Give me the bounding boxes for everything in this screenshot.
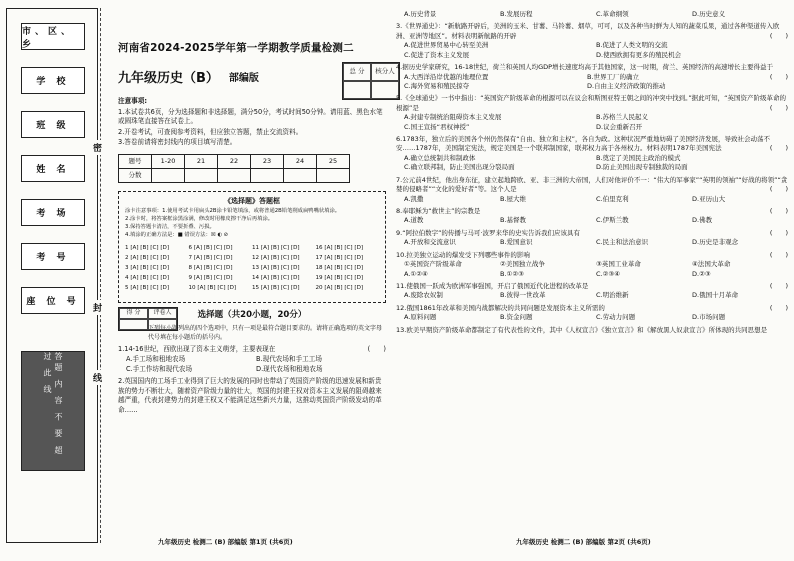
question-options xyxy=(396,41,788,60)
option: A.大西洋沿岸优越的地理位置 xyxy=(404,72,489,81)
answer-bubble-group[interactable]: 6 [A] [B] [C] [D] xyxy=(188,244,233,251)
option: D.自由主义经济政策的推动 xyxy=(586,81,666,90)
answer-bubble-group[interactable]: 1 [A] [B] [C] [D] xyxy=(125,244,170,251)
section-description: 下列每小题列出的四个选项中，只有一项是最符合题目要求的。请将正确选项的英文字母代号填在每小题后的括号内。 xyxy=(148,325,383,341)
question-options xyxy=(396,291,788,300)
answer-card-rule: 涂卡注意事项：1.使用考试卡用扁头2B涂卡铅笔填涂，或将普通2B铅笔削成扁鸭嘴状填涂。 xyxy=(125,207,341,214)
grader-score-label: 得 分 xyxy=(119,308,148,319)
section-title: 选择题（共20小题，20分） xyxy=(197,309,307,320)
option: B.彼得一世改革 xyxy=(500,291,546,300)
question-5 xyxy=(396,94,788,132)
option: D.②③ xyxy=(692,269,711,278)
question-9 xyxy=(396,229,788,248)
reviewer-cell[interactable] xyxy=(371,81,399,99)
question-3 xyxy=(396,22,788,60)
option: D.防止美国出现专制独裁的局面 xyxy=(596,163,688,172)
answer-card-heading: 《选择题》答题框 xyxy=(224,196,280,205)
seal-char-feng: 封 xyxy=(92,300,103,315)
option: C.海外贸易和殖民掠夺 xyxy=(404,81,470,90)
total-score-cell[interactable] xyxy=(343,81,371,99)
question-stem: 4.据历史学家研究，16-18世纪，荷兰和英国人均GDP增长速度均高于其他国家，这一时期，荷兰、英国经济的高速增长主要得益于 ( ) xyxy=(396,63,788,81)
answer-bubble-group[interactable]: 8 [A] [B] [C] [D] xyxy=(188,264,233,271)
option: C.确立联邦制，防止美国出现分裂局面 xyxy=(404,163,515,172)
answer-bubble-group[interactable]: 9 [A] [B] [C] [D] xyxy=(188,275,233,282)
option: B.现代农场和手工工场 xyxy=(256,355,322,364)
score-cell[interactable] xyxy=(251,168,284,182)
seal-char-mi: 密 xyxy=(92,140,103,155)
answer-bubble-group[interactable]: 5 [A] [B] [C] [D] xyxy=(125,285,170,292)
question-7 xyxy=(396,176,788,204)
option: ③英国工业革命 xyxy=(596,260,641,269)
seal-char-xian: 线 xyxy=(92,370,103,385)
answer-bubble-group[interactable]: 7 [A] [B] [C] [D] xyxy=(188,254,233,261)
option: A.凯撒 xyxy=(404,194,424,203)
score-header-cell: 22 xyxy=(218,154,251,168)
question-options xyxy=(118,355,386,374)
score-cell[interactable] xyxy=(284,168,317,182)
binding-strip xyxy=(6,8,98,543)
question-12 xyxy=(396,304,788,323)
notice xyxy=(118,97,386,148)
reviewer-label: 核分人 xyxy=(371,63,399,81)
question-options xyxy=(396,113,788,132)
option: D.俄国十月革命 xyxy=(692,291,739,300)
option: D.使西欧拥有更多的殖民机会 xyxy=(596,50,682,59)
field-seat-number[interactable]: 座 位 号 xyxy=(21,287,85,314)
score-row-label: 分数 xyxy=(119,168,152,182)
option: B.资金问题 xyxy=(500,313,533,322)
field-class[interactable]: 班 级 xyxy=(21,111,85,138)
option: A.促进世界贸易中心转至美洲 xyxy=(404,41,489,50)
option: ①英国资产阶级革命 xyxy=(404,260,462,269)
option: D.现代农场和租地农场 xyxy=(256,364,323,373)
question-11 xyxy=(396,282,788,301)
option: A.废除农奴制 xyxy=(404,291,443,300)
option: B.爱国意识 xyxy=(500,238,533,247)
score-header-cell: 21 xyxy=(185,154,218,168)
option: C.民主和法治意识 xyxy=(596,238,649,247)
option: B.苏格兰人民起义 xyxy=(596,113,649,122)
question-options xyxy=(396,10,788,19)
option: A.原料问题 xyxy=(404,313,437,322)
answer-bubble-group[interactable]: 18 [A] [B] [C] [D] xyxy=(315,264,364,271)
score-cell[interactable] xyxy=(185,168,218,182)
question-options xyxy=(396,195,788,204)
field-name[interactable]: 姓 名 xyxy=(21,155,85,182)
score-header-cell: 25 xyxy=(317,154,350,168)
option: C.明治维新 xyxy=(596,291,629,300)
page-1-footer: 九年级历史 检测二 (B) 部编版 第1页 (共6页) xyxy=(158,537,293,546)
seal-line xyxy=(100,8,114,543)
option: C.促进了资本主义发展 xyxy=(404,50,470,59)
option: C.国王宣扬“君权神授” xyxy=(404,122,470,131)
exam-title: 河南省2024-2025学年第一学期教学质量检测二 xyxy=(118,42,354,54)
option: B.促进了人类文明的交流 xyxy=(596,41,668,50)
option: A.开放和交流意识 xyxy=(404,238,456,247)
section-header xyxy=(118,309,386,321)
exam-edition: 部编版 xyxy=(228,73,259,85)
option: A.历史背景 xyxy=(404,10,437,18)
question-stem: 5.《全球通史》一书中指出：“英国资产阶级革命的根源可以在议会和斯图亚特王朝之间的冲突中找到。”据此可知，“英国资产阶级革命的根源”是 ( ) xyxy=(396,94,788,112)
question-4 xyxy=(396,63,788,91)
question-10 xyxy=(396,251,788,279)
answer-bubble-group[interactable]: 20 [A] [B] [C] [D] xyxy=(315,285,364,292)
answer-card-rule: 2.涂卡时，将答案框涂黑涂满，修改时用橡皮擦干净后再填涂。 xyxy=(125,215,274,222)
option: A.①②④ xyxy=(404,269,428,278)
question-2-options xyxy=(396,10,788,19)
score-header-cell: 题号 xyxy=(119,154,152,168)
question-options xyxy=(396,238,788,247)
option: C.伊斯兰教 xyxy=(596,216,629,225)
question-options xyxy=(396,73,770,92)
question-stem: 12.俄国1861年改革和美国内战都解决的共同问题是发展资本主义所需的 ( ) xyxy=(396,303,788,312)
option: C.革命纲领 xyxy=(596,10,629,18)
question-stem: 3.《世界通史》：“新航路开辟后，美洲的玉米、甘薯、马铃薯、烟草，可可，以及各种当时鲜为人知的蔬菜瓜果，通过各种渠道传入欧洲、亚洲等地区”。材料表明新航路的开辟 ( ) xyxy=(396,22,788,40)
question-stem: 13.欧美早期资产阶级革命都制定了有代表性的文件，其中《人权宣言》《独立宣言》和《解放黑人奴隶宣言》所体现的共同思想是 xyxy=(396,325,768,334)
question-options xyxy=(396,216,788,225)
answer-bubble-group[interactable]: 2 [A] [B] [C] [D] xyxy=(125,254,170,261)
answer-card xyxy=(118,191,386,303)
option: D.佛教 xyxy=(692,216,713,225)
option: C.伯里克利 xyxy=(596,194,629,203)
option: B.基督教 xyxy=(500,216,527,225)
question-options xyxy=(396,154,788,173)
answer-bubble-group[interactable]: 14 [A] [B] [C] [D] xyxy=(252,275,300,282)
page-2-footer: 九年级历史 检测二 (B) 部编版 第2页 (共6页) xyxy=(516,537,651,546)
option: A.确立总统制共和制政体 xyxy=(404,153,476,162)
total-score-box xyxy=(342,62,400,100)
option: B.①②③ xyxy=(500,269,525,278)
option: C.②③④ xyxy=(596,269,621,278)
answer-card-rules xyxy=(125,208,379,240)
field-district[interactable]: 市、区、乡 xyxy=(21,23,85,50)
question-stem: 8.奉耶稣为“救世主”的宗教是 ( ) xyxy=(396,207,788,216)
answer-bubble-group[interactable]: 11 [A] [B] [C] [D] xyxy=(252,244,300,251)
answer-bubble-group[interactable]: 19 [A] [B] [C] [D] xyxy=(315,275,364,282)
question-13 xyxy=(396,326,788,335)
score-header-cell: 24 xyxy=(284,154,317,168)
score-header-cell: 23 xyxy=(251,154,284,168)
question-1 xyxy=(118,345,386,374)
option: D.亚历山大 xyxy=(692,194,726,203)
option: D.市场问题 xyxy=(692,313,726,322)
question-2 xyxy=(118,377,386,415)
option: A.手工场和租地农场 xyxy=(126,355,186,364)
question-stem: 11.使俄国一跃成为欧洲军事强国，开启了俄国近代化进程的改革是 ( ) xyxy=(396,281,788,290)
option: ②美国独立战争 xyxy=(500,260,545,269)
score-cell[interactable] xyxy=(152,168,185,182)
option: C.劳动力问题 xyxy=(596,313,636,322)
grader-score-cell[interactable] xyxy=(119,319,148,330)
option: D.历史意义 xyxy=(692,10,726,18)
option: B.发展历程 xyxy=(500,10,533,18)
notice-item: 3.答卷前请将密封线内的项目填写清楚。 xyxy=(118,138,237,147)
answer-bubble-group[interactable]: 15 [A] [B] [C] [D] xyxy=(252,285,300,292)
field-school[interactable]: 学 校 xyxy=(21,67,85,94)
score-table xyxy=(118,154,350,183)
question-stem: 6.1783年，独立后的美国各个州仍然保有“自由、独立和主权”，各自为政。这种状况严重地妨碍了美国经济发展，导致社会动荡不安……1787年，美国制定宪法，规定美国是一个联邦制国家，联邦权力高于各州权力。材料表明1787年美国宪法 ( ) xyxy=(396,135,788,153)
binding-warning: 答题 内 容 不 要 超 过 此 线 xyxy=(21,351,85,471)
option: ④法国大革命 xyxy=(692,260,731,269)
answer-card-rule: 3.保持答题卡清洁，不要折叠、污损。 xyxy=(125,223,215,230)
question-items xyxy=(396,260,788,269)
answer-bubble-group[interactable]: 3 [A] [B] [C] [D] xyxy=(125,264,170,271)
field-exam-number[interactable]: 考 号 xyxy=(21,243,85,270)
answer-bubble-group[interactable]: 13 [A] [B] [C] [D] xyxy=(252,264,300,271)
answer-bubble-group[interactable]: 12 [A] [B] [C] [D] xyxy=(252,254,300,261)
option: C.手工作坊和现代农场 xyxy=(126,364,193,373)
question-stem: 1.14-16世纪，西欧出现了资本主义萌芽，主要表现在 ( ) xyxy=(118,345,386,354)
option: D.历史是非观念 xyxy=(692,238,739,247)
question-options xyxy=(396,270,788,279)
option: B.世界工厂的确立 xyxy=(586,72,639,81)
question-stem: 9.“阿拉伯数字”的传播与马可·波罗来华的史实告诉我们应该具有 ( ) xyxy=(396,228,788,237)
answer-bubble-group[interactable]: 4 [A] [B] [C] [D] xyxy=(125,275,170,282)
score-header-cell: 1-20 xyxy=(152,154,185,168)
option: B.奠定了美国民主政治的模式 xyxy=(596,153,681,162)
field-exam-room[interactable]: 考 场 xyxy=(21,199,85,226)
question-stem: 10.拉美独立运动的爆发受下列哪些事件的影响 ( ) xyxy=(396,250,788,259)
score-cell[interactable] xyxy=(317,168,350,182)
notice-item: 2.开卷考试，可查阅参考资料，但应独立答题，禁止交流资料。 xyxy=(118,127,303,136)
option: D.议会重新召开 xyxy=(596,122,643,131)
question-8 xyxy=(396,207,788,226)
answer-bubbles xyxy=(125,244,379,293)
score-cell[interactable] xyxy=(218,168,251,182)
page-1 xyxy=(118,8,395,553)
question-stem: 7.公元前4世纪，他出身东征，建立起地跨欧、亚、非三洲的大帝国，人们对他评价不一：“伟大的军事家”“英明的领袖”“好战的将领”“贪婪的侵略者”“文化的爱好者”等。这个人是 ( ) xyxy=(396,175,788,194)
total-score-label: 总 分 xyxy=(343,63,371,81)
grader-name-cell[interactable] xyxy=(148,319,177,330)
answer-bubble-group[interactable]: 10 [A] [B] [C] [D] xyxy=(188,285,237,292)
question-stem: 2.英国国内的工场手工业得到了巨大的发展的同时也带动了英国资产阶级的迅速发展和新贵族的势力不断壮大，随着资产阶级力量的壮大，英国的封建王权对资本主义发展的阻碍越来越严重，代表封建势力的封建王权又不能满足这些新兴力量，这推动英国资产阶级发动的革命…… xyxy=(118,377,382,414)
answer-bubble-group[interactable]: 16 [A] [B] [C] [D] xyxy=(315,244,364,251)
exam-subject: 九年级历史（B） xyxy=(118,71,219,87)
page-2 xyxy=(396,8,788,553)
notice-heading: 注意事项: xyxy=(118,97,148,106)
question-options xyxy=(396,313,788,322)
grader-name-label: 评卷人 xyxy=(148,308,177,319)
option: B.屋大维 xyxy=(500,194,527,203)
option: A.道教 xyxy=(404,216,424,225)
question-6 xyxy=(396,135,788,173)
answer-bubble-group[interactable]: 17 [A] [B] [C] [D] xyxy=(315,254,364,261)
answer-card-rule: 4.填涂的正确方法是：■ 错误方法：☒ ◐ ⊘ xyxy=(125,231,229,238)
notice-item: 1.本试卷共6页，分为选择题和非选择题，满分50分，考试时间50分钟。请用蓝、黑色水笔或圆珠笔直接答在试卷上。 xyxy=(118,107,383,126)
grader-box xyxy=(118,307,178,331)
option: A.封建专制统治阻碍资本主义发展 xyxy=(404,113,502,122)
